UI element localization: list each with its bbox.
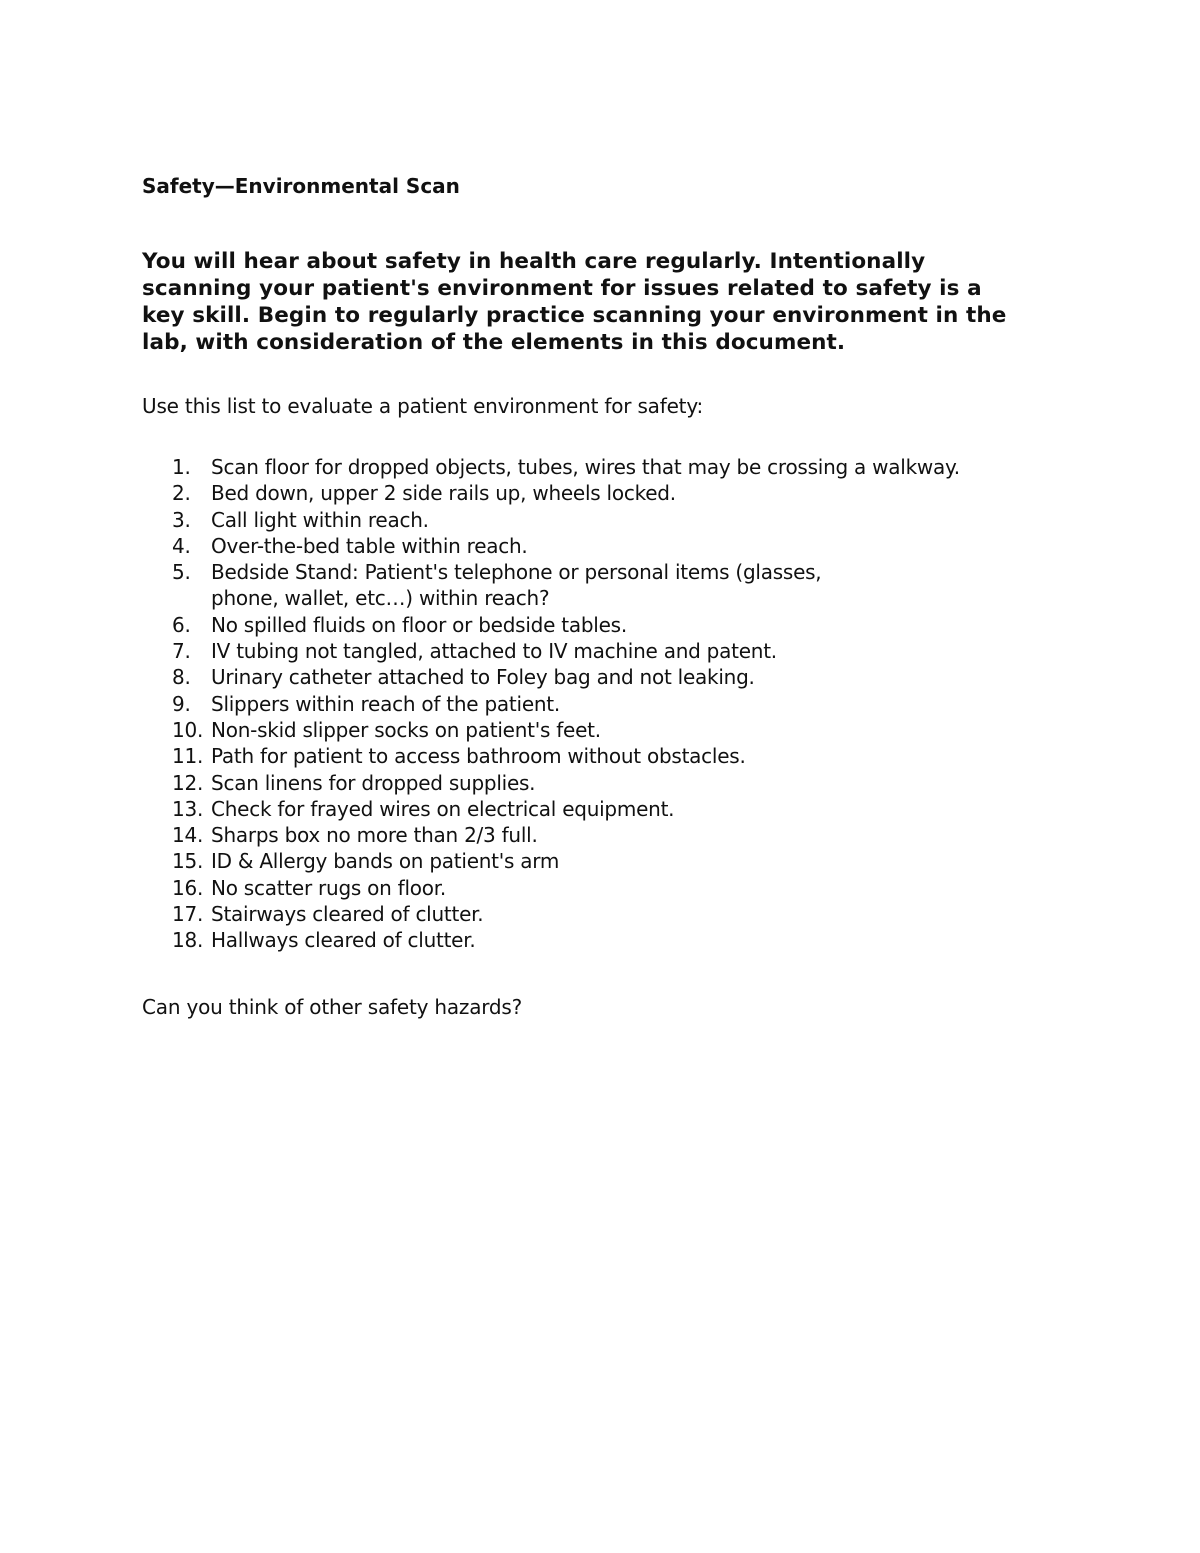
checklist-item [172, 848, 1032, 874]
closing-question: Can you think of other safety hazards? [142, 995, 523, 1019]
item-number: 6. [172, 612, 191, 637]
checklist-item [172, 743, 1032, 769]
checklist-item [172, 875, 1032, 901]
item-number: 12. [172, 770, 204, 795]
checklist-item [172, 559, 862, 612]
item-text: Slippers within reach of the patient. [211, 691, 560, 716]
checklist-item [172, 796, 1032, 822]
checklist-item [172, 533, 1032, 559]
item-text: Sharps box no more than 2/3 full. [211, 823, 538, 848]
item-number: 16. [172, 875, 204, 900]
item-number: 14. [172, 823, 204, 848]
checklist-item [172, 717, 1032, 743]
checklist-item [172, 822, 1032, 848]
item-number: 8. [172, 665, 191, 690]
item-text: Hallways cleared of clutter. [211, 928, 476, 953]
item-text: Urinary catheter attached to Foley bag and not leaking. [211, 665, 755, 690]
document-title: Safety—Environmental Scan [142, 174, 460, 198]
item-text: Call light within reach. [211, 507, 429, 532]
item-number: 5. [172, 560, 191, 585]
item-number: 7. [172, 639, 191, 664]
item-number: 9. [172, 691, 191, 716]
item-number: 11. [172, 744, 204, 769]
item-text: Bed down, upper 2 side rails up, wheels locked. [211, 481, 676, 506]
checklist-item [172, 612, 1032, 638]
item-number: 3. [172, 507, 191, 532]
checklist-item [172, 691, 1032, 717]
item-text: Stairways cleared of clutter. [211, 902, 484, 927]
item-number: 4. [172, 533, 191, 558]
item-number: 17. [172, 902, 204, 927]
checklist-item [172, 901, 1032, 927]
safety-checklist [172, 454, 1032, 954]
item-text: Scan linens for dropped supplies. [211, 770, 536, 795]
item-text: Scan floor for dropped objects, tubes, wires that may be crossing a walkway. [211, 455, 960, 479]
checklist-item [172, 454, 1032, 480]
item-number: 18. [172, 928, 204, 953]
item-text: Over-the-bed table within reach. [211, 533, 528, 558]
item-text: IV tubing not tangled, attached to IV machine and patent. [211, 639, 777, 664]
intro-paragraph: You will hear about safety in health care regularly. Intentionally scanning your patient's environment for issues related to safety is a key skill. Begin to regularly practice scanning your environment in the lab, with consideration of the elements in this document. [142, 249, 1007, 355]
checklist-item [172, 638, 1032, 664]
item-text: Non-skid slipper socks on patient's feet. [211, 717, 601, 742]
item-text: Bedside Stand: Patient's telephone or personal items (glasses, phone, wallet, etc…) within reach? [211, 560, 822, 611]
item-number: 2. [172, 481, 191, 506]
checklist-item [172, 927, 1032, 953]
checklist-item [172, 507, 1032, 533]
item-text: No scatter rugs on floor. [211, 875, 446, 900]
document-content [142, 172, 1042, 1019]
item-number: 10. [172, 717, 204, 742]
checklist-item [172, 770, 1032, 796]
item-text: ID & Allergy bands on patient's arm [211, 849, 560, 874]
item-number: 15. [172, 849, 204, 874]
checklist-item [172, 480, 1032, 506]
instruction-text: Use this list to evaluate a patient environment for safety: [142, 394, 704, 418]
item-text: No spilled fluids on floor or bedside tables. [211, 612, 627, 637]
item-number: 1. [172, 455, 191, 479]
item-text: Check for frayed wires on electrical equipment. [211, 796, 675, 821]
checklist-item [172, 664, 1032, 690]
item-number: 13. [172, 796, 204, 821]
item-text: Path for patient to access bathroom without obstacles. [211, 744, 746, 769]
